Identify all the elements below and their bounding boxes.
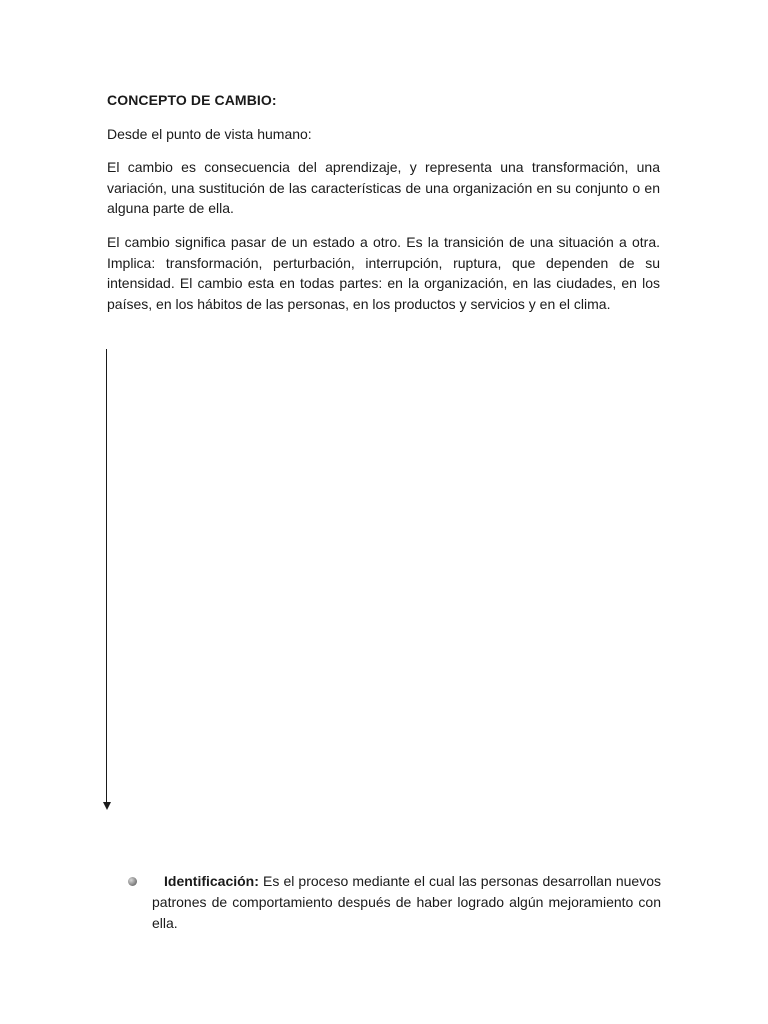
bullet-term: Identificación:	[164, 873, 259, 889]
bullet-paragraph	[152, 871, 661, 934]
paragraph-1: El cambio es consecuencia del aprendizaje, y representa una transformación, una variación, una sustitución de las características de una organización en su conjunto o en alguna parte de ella.	[107, 159, 660, 216]
section-heading: CONCEPTO DE CAMBIO:	[107, 92, 277, 108]
subheading-text: Desde el punto de vista humano:	[107, 126, 312, 142]
vertical-arrow-line	[106, 349, 107, 804]
arrow-down-icon	[103, 802, 111, 810]
bullet-description: Es el proceso mediante el cual las personas desarrollan nuevos patrones de comportamiento después de haber logrado algún mejoramiento con ella.	[152, 873, 661, 931]
paragraph-2: El cambio significa pasar de un estado a otro. Es la transición de una situación a otra. Implica: transformación, perturbación, interrupción, ruptura, que dependen de su intensidad. El cambio esta en todas partes: en la organización, en las ciudades, en los países, en los hábitos de las personas, en los productos y servicios y en el clima.	[107, 234, 660, 312]
bullet-icon	[128, 877, 137, 886]
